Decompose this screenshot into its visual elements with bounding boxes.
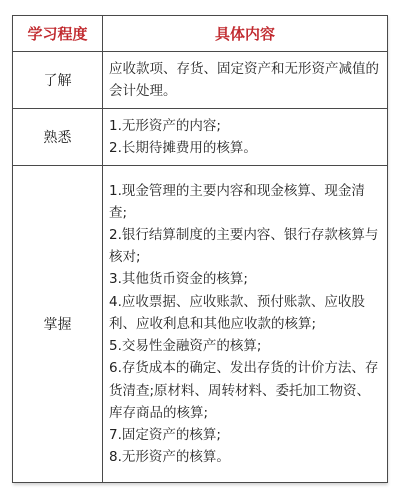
row-level-familiar: 熟悉 [13,109,103,166]
content-line: 4.应收票据、应收账款、预付账款、应收股利、应收利息和其他应收款的核算; [109,293,365,332]
row-level-master: 掌握 [13,166,103,483]
header-study-level: 学习程度 [13,16,103,52]
table-header-row [13,16,388,52]
study-requirements-table [12,15,388,483]
row-content-understand [103,52,388,109]
table-row [13,109,388,166]
content-line: 1.无形资产的内容; [109,117,221,134]
content-line: 1.现金管理的主要内容和现金核算、现金清查; [109,182,365,221]
content-line: 6.存货成本的确定、发出存货的计价方法、存货清查;原材料、周转材料、委托加工物资、库存商品的核算; [109,360,379,421]
table-row [13,166,388,483]
row-content-familiar [103,109,388,166]
study-requirements-table-container [12,15,387,483]
table-row [13,52,388,109]
content-line: 5.交易性金融资产的核算; [109,338,262,355]
content-line: 3.其他货币资金的核算; [109,271,248,288]
row-content-master [103,166,388,483]
content-line: 7.固定资产的核算; [109,426,221,443]
row-level-understand: 了解 [13,52,103,109]
content-line: 8.无形资产的核算。 [109,449,230,466]
content-line: 应收款项、存货、固定资产和无形资产减值的会计处理。 [109,60,379,99]
content-line: 2.长期待摊费用的核算。 [109,140,257,156]
content-line: 2.银行结算制度的主要内容、银行存款核算与核对; [109,227,379,266]
header-specific-content: 具体内容 [103,16,388,52]
